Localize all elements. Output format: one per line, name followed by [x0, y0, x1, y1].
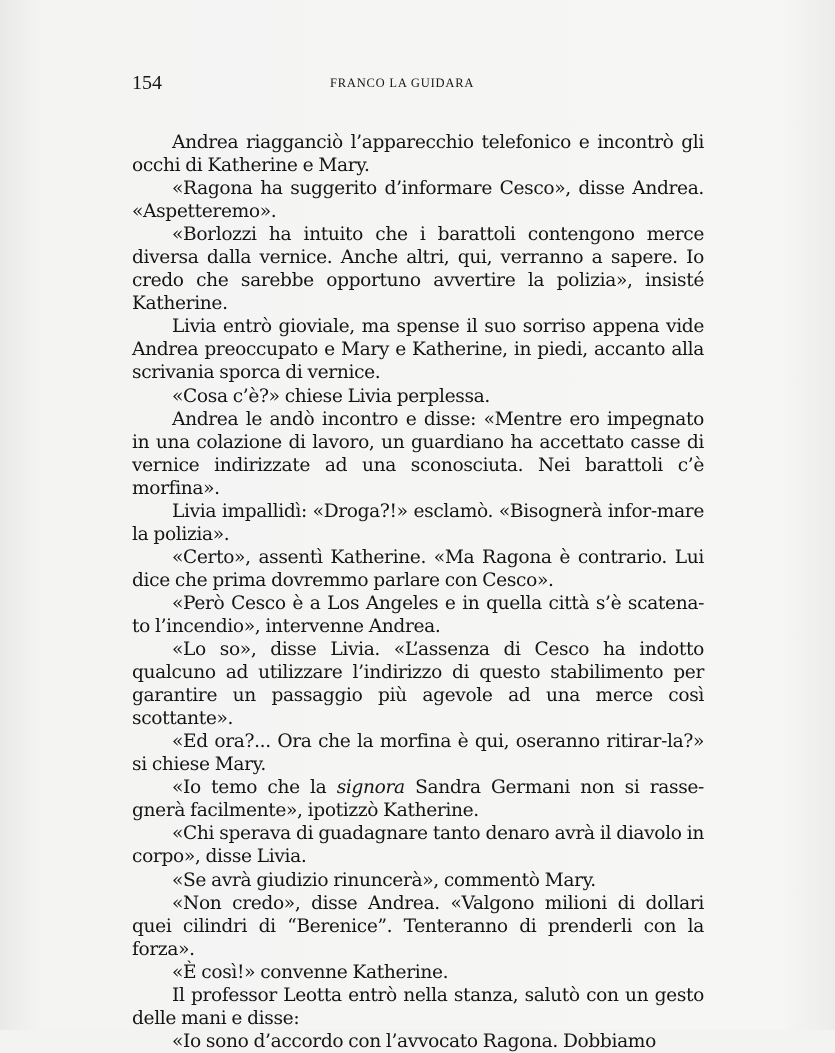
paragraph: «Ed ora?... Ora che la morfina è qui, oseranno ritirar-la?» si chiese Mary.: [132, 731, 704, 776]
running-head: FRANCO LA GUIDARA: [330, 76, 475, 90]
paragraph: «È così!» convenne Katherine.: [172, 961, 449, 983]
paragraph: Livia entrò gioviale, ma spense il suo sorriso appena vide Andrea preoccupato e Mary e Katherine, in piedi, accanto alla scrivania sporca di vernice.: [132, 316, 704, 384]
page-number: 154: [132, 72, 162, 94]
paragraph: Il professor Leotta entrò nella stanza, salutò con un gesto delle mani e disse:: [132, 984, 704, 1029]
paragraph: «Ragona ha suggerito d’informare Cesco», disse Andrea. «Aspetteremo».: [132, 178, 704, 223]
paragraph: Livia impallidì: «Droga?!» esclamò. «Bisognerà infor-mare la polizia».: [132, 500, 704, 545]
paragraph: «Chi sperava di guadagnare tanto denaro avrà il diavolo in corpo», disse Livia.: [132, 823, 704, 868]
paragraph: «Però Cesco è a Los Angeles e in quella città s’è scatena-to l’incendio», intervenne Andrea.: [132, 592, 704, 637]
paragraph: «Cosa c’è?» chiese Livia perplessa.: [172, 385, 490, 407]
paragraph: «Io sono d’accordo con l’avvocato Ragona. Dobbiamo: [172, 1030, 656, 1052]
paragraph: «Certo», assentì Katherine. «Ma Ragona è contrario. Lui dice che prima dovremmo parlare con Cesco».: [132, 546, 704, 591]
text-span: Sandra Germani non si rasse-gnerà facilmente», ipotizzò Katherine.: [132, 777, 704, 822]
paragraph: «Se avrà giudizio rinuncerà», commentò Mary.: [172, 869, 596, 891]
paragraph: Andrea riagganciò l’apparecchio telefonico e incontrò gli occhi di Katherine e Mary.: [132, 132, 704, 177]
page-header: [132, 72, 702, 96]
paragraph-with-italic: [132, 776, 704, 822]
body-text: [132, 131, 704, 1053]
paragraph: «Non credo», disse Andrea. «Valgono milioni di dollari quei cilindri di “Berenice”. Tenteranno di prenderli con la forza».: [132, 892, 704, 960]
text-span: «Io temo che la: [172, 777, 337, 799]
paragraph: Andrea le andò incontro e disse: «Mentre ero impegnato in una colazione di lavoro, un guardiano ha accettato casse di vernice indirizzate ad una sconosciuta. Nei barattoli c’è morfina».: [132, 408, 704, 499]
paragraph: «Borlozzi ha intuito che i barattoli contengono merce diversa dalla vernice. Anche altri, qui, verranno a sapere. Io credo che sarebbe opportuno avvertire la polizia», insisté Katherine.: [132, 224, 704, 315]
italic-word: signora: [336, 777, 405, 799]
paragraph: «Lo so», disse Livia. «L’assenza di Cesco ha indotto qualcuno ad utilizzare l’indirizzo di questo stabilimento per garantire un passaggio più agevole ad una merce così scottante».: [132, 639, 704, 730]
